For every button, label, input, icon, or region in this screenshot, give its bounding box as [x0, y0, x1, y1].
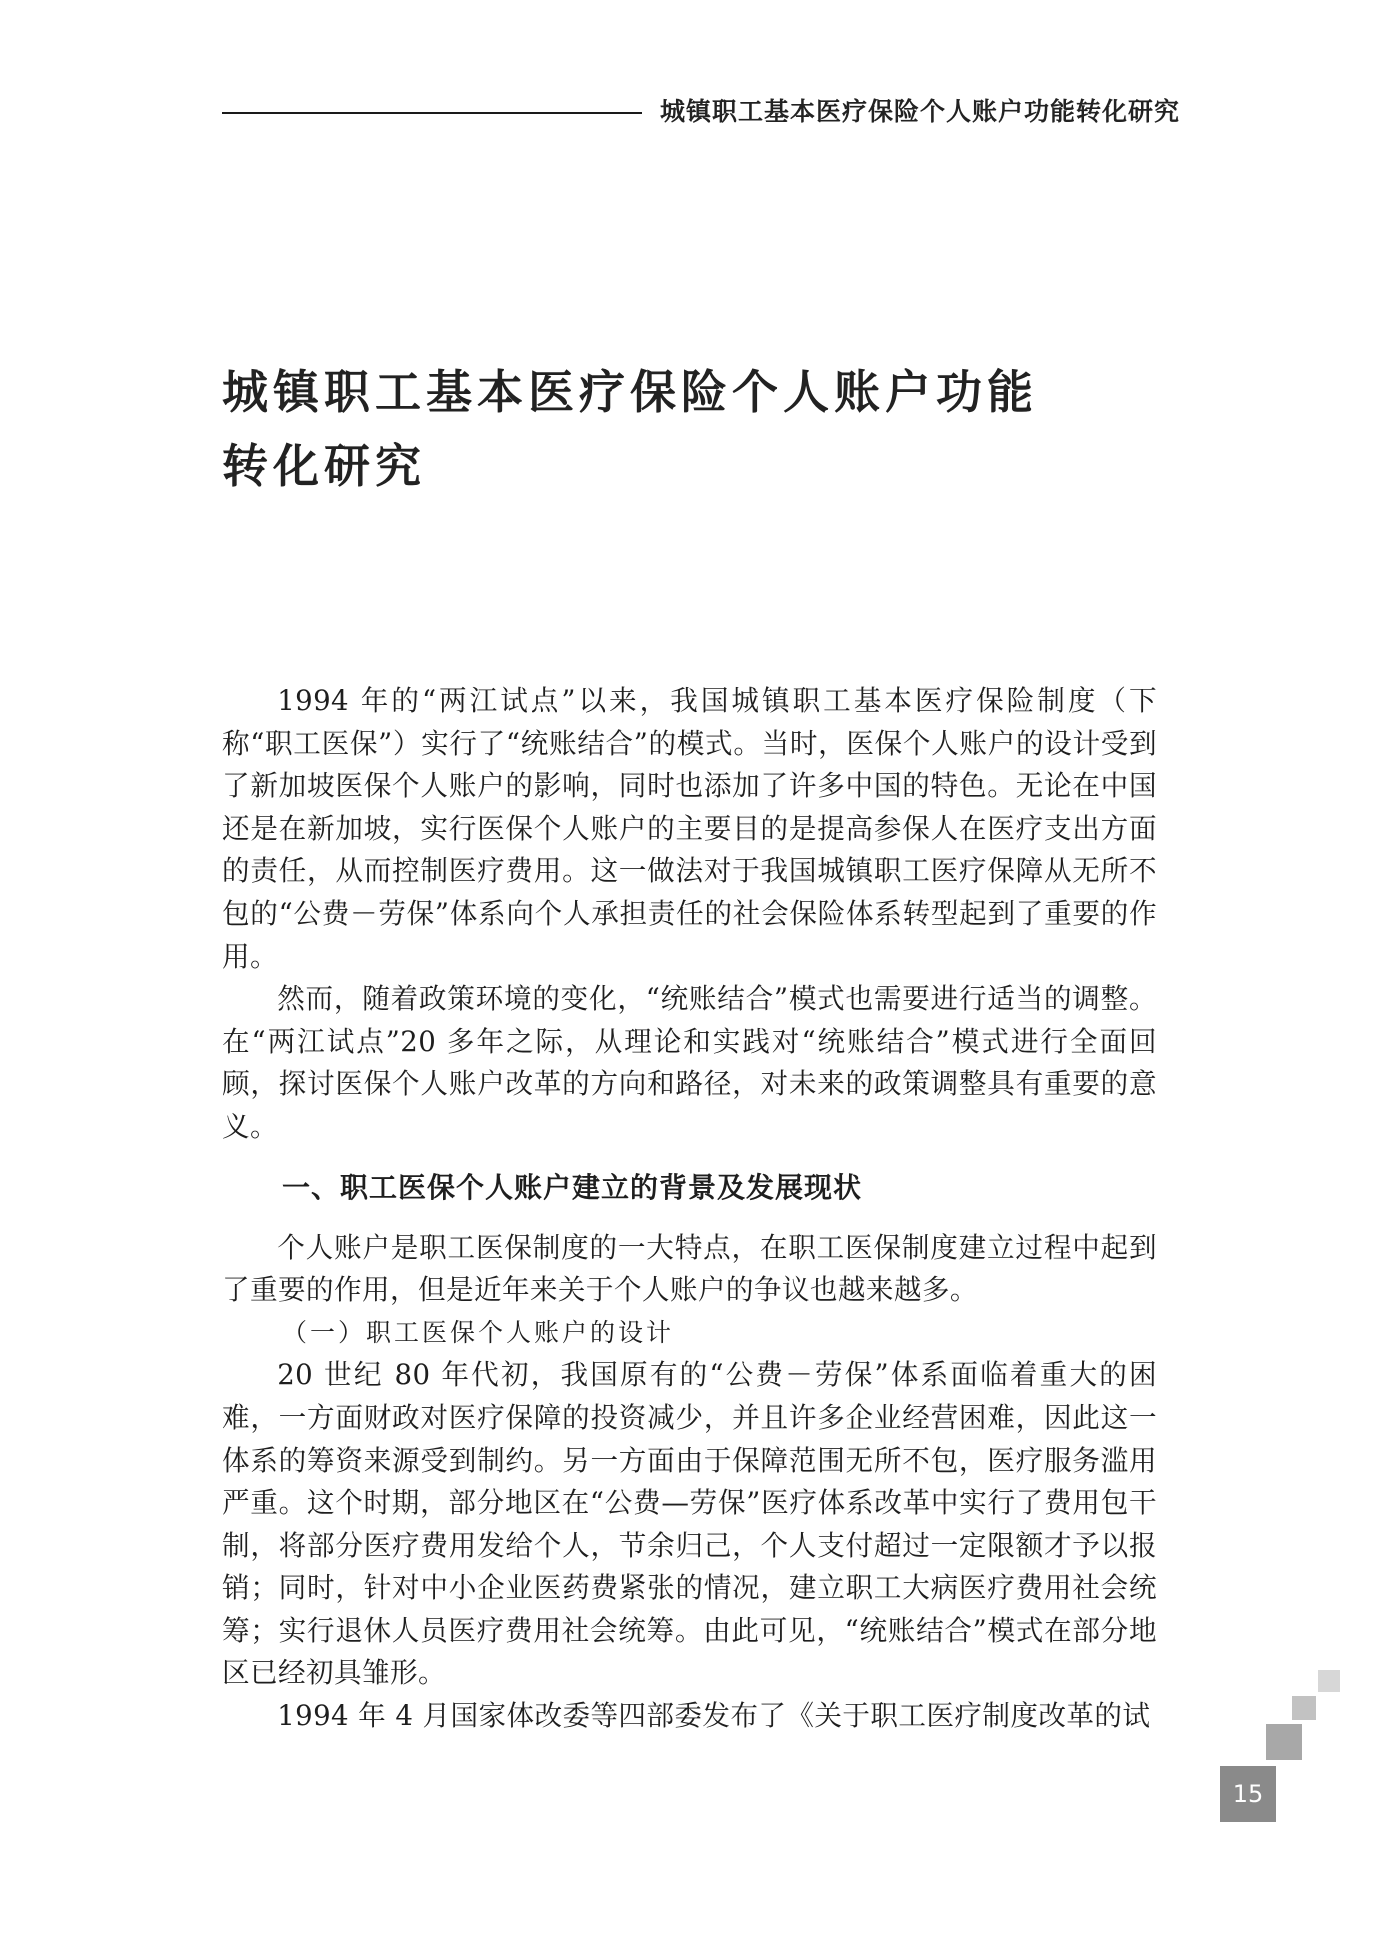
- decorative-square: [1266, 1724, 1302, 1760]
- article-body: [222, 680, 1157, 1738]
- paragraph-intro: 1994 年的“两江试点”以来，我国城镇职工基本医疗保险制度（下称“职工医保”）实行了“统账结合”的模式。当时，医保个人账户的设计受到了新加坡医保个人账户的影响，同时也添加了许多中国的特色。无论在中国还是在新加坡，实行医保个人账户的主要目的是提高参保人在医疗支出方面的责任，从而控制医疗费用。这一做法对于我国城镇职工医疗保障从无所不包的“公费－劳保”体系向个人承担责任的社会保险体系转型起到了重要的作用。: [222, 684, 1157, 973]
- header-rule: [222, 112, 642, 114]
- section-heading: 一、职工医保个人账户建立的背景及发展现状: [282, 1170, 863, 1204]
- running-head: 城镇职工基本医疗保险个人账户功能转化研究: [660, 97, 1181, 126]
- paragraph-1994: 1994 年 4 月国家体改委等四部委发布了《关于职工医疗制度改革的试: [277, 1699, 1151, 1733]
- title-line-1: 城镇职工基本医疗保险个人账户功能: [222, 365, 1038, 419]
- decorative-square: [1292, 1696, 1316, 1720]
- article-title: [222, 355, 1082, 503]
- subsection-heading: （一）职工医保个人账户的设计: [282, 1317, 675, 1347]
- paragraph-background: 20 世纪 80 年代初，我国原有的“公费－劳保”体系面临着重大的困难，一方面财政对医疗保障的投资减少，并且许多企业经营困难，因此这一体系的筹资来源受到制约。另一方面由于保障范围无所不包，医疗服务滥用严重。这个时期，部分地区在“公费—劳保”医疗体系改革中实行了费用包干制，将部分医疗费用发给个人，节余归己，个人支付超过一定限额才予以报销；同时，针对中小企业医药费紧张的情况，建立职工大病医疗费用社会统筹；实行退休人员医疗费用社会统筹。由此可见，“统账结合”模式在部分地区已经初具雏形。: [222, 1358, 1157, 1690]
- paragraph-adjustment: 然而，随着政策环境的变化，“统账结合”模式也需要进行适当的调整。在“两江试点”20 多年之际，从理论和实践对“统账结合”模式进行全面回顾，探讨医保个人账户改革的方向和路径，对未来的政策调整具有重要的意义。: [222, 982, 1157, 1143]
- title-line-2: 转化研究: [222, 439, 426, 493]
- page-number: 15: [1220, 1766, 1276, 1822]
- section-intro: 个人账户是职工医保制度的一大特点，在职工医保制度建立过程中起到了重要的作用，但是近年来关于个人账户的争议也越来越多。: [222, 1230, 1157, 1307]
- decorative-square: [1318, 1670, 1340, 1692]
